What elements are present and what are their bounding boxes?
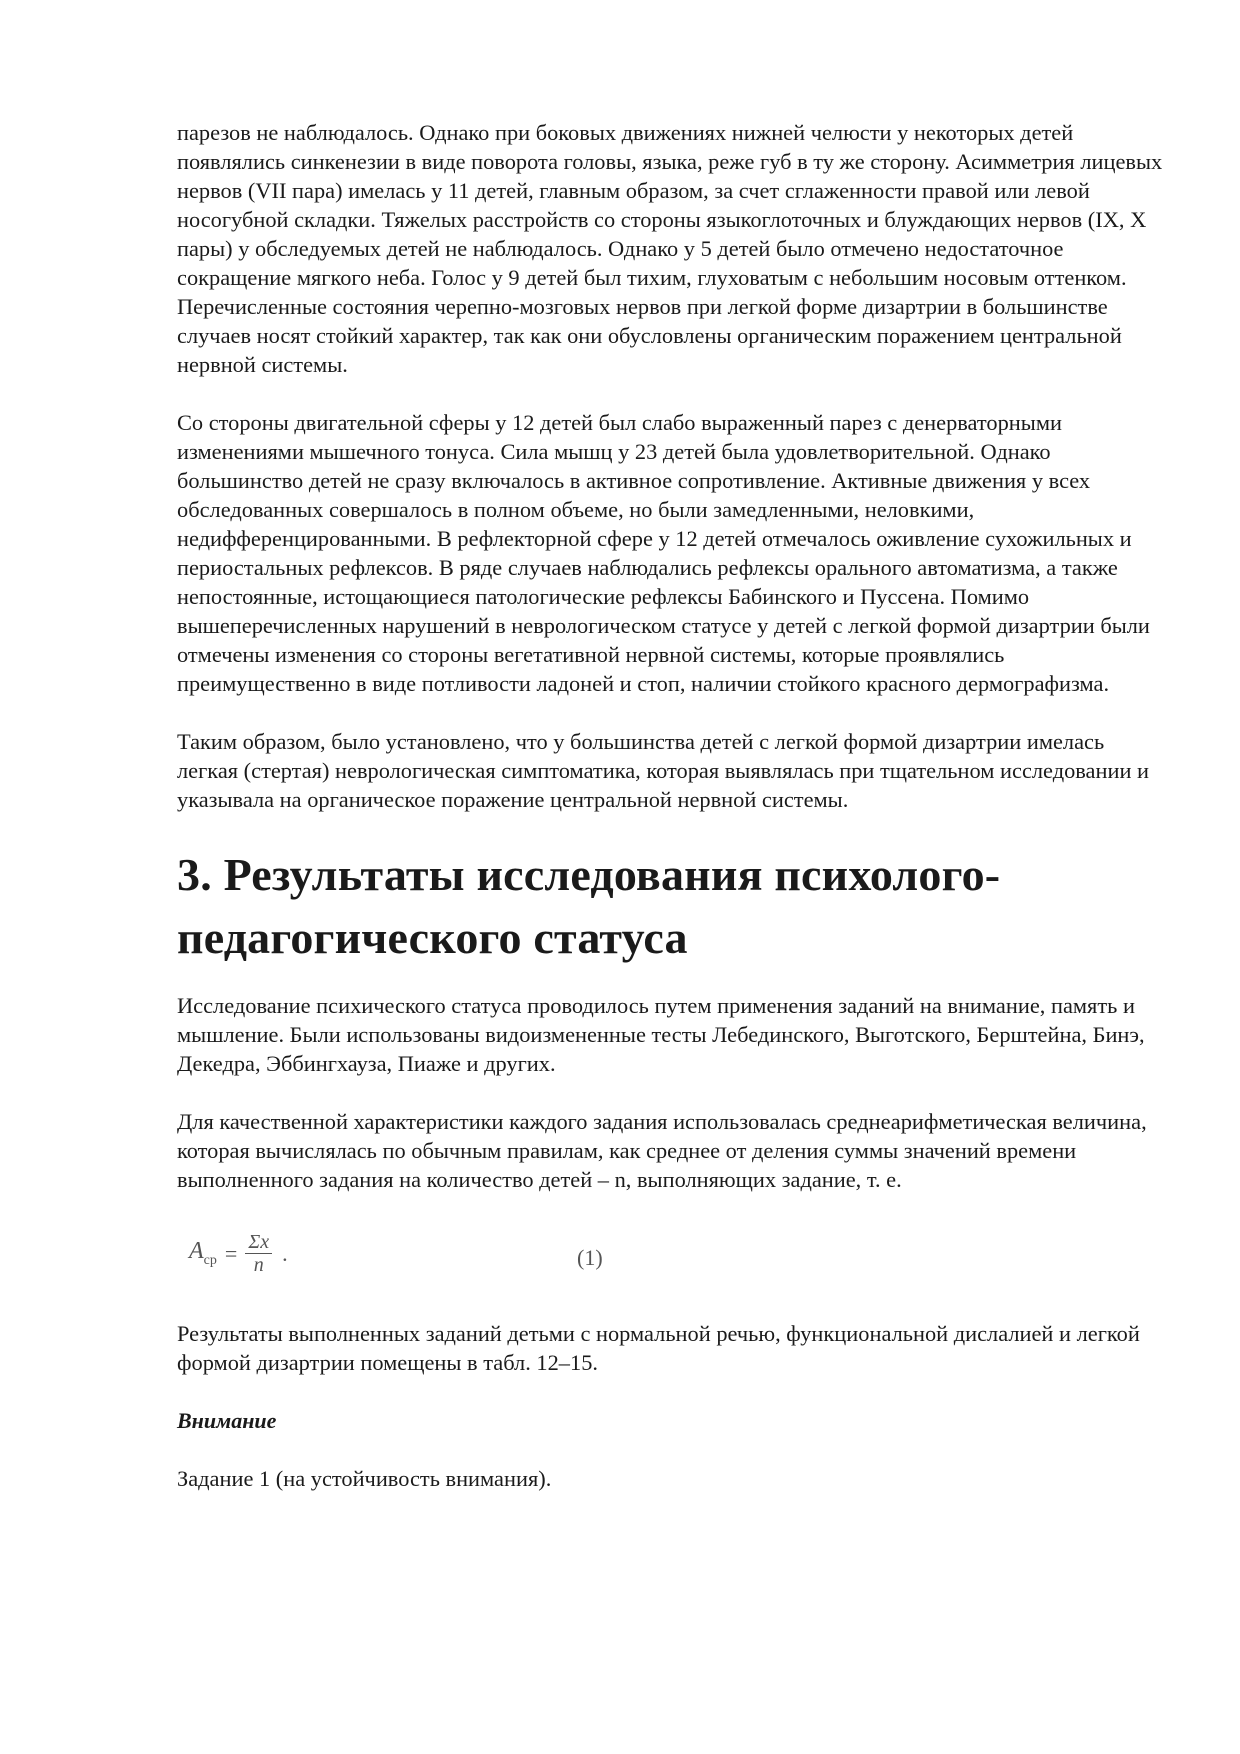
formula-denominator: n — [253, 1254, 264, 1276]
formula-number: (1) — [577, 1245, 603, 1270]
paragraph-motor-sphere: Со стороны двигательной сферы у 12 детей был слабо выраженный парез с денерваторными изменениями мышечного тонуса. Сила мышц у 23 детей была удовлетворительной. Однако большинство детей не сразу включалось в активное сопротивление. Активные движения у всех обследованных совершалось в полном объеме, но были замедленными, неловкими, недифференцированными. В рефлекторной сфере у 12 детей отмечалось оживление сухожильных и периостальных рефлексов. В ряде случаев наблюдались рефлексы орального автоматизма, а также непостоянные, истощающиеся патологические рефлексы Бабинского и Пуссена. Помимо вышеперечисленных нарушений в неврологическом статусе у детей с легкой формой дизартрии были отмечены изменения со стороны вегетативной нервной системы, которые проявлялись преимущественно в виде потливости ладоней и стоп, наличии стойкого красного дермографизма. — [177, 410, 1150, 696]
formula-trailing: . — [282, 1240, 288, 1266]
formula-lhs: $A_{ср}$ — [189, 1238, 217, 1268]
document-page — [177, 118, 1167, 1522]
subheading-attention: Внимание — [177, 1408, 277, 1433]
paragraph-results: Результаты выполненных заданий детьми с нормальной речью, функциональной дислалией и легкой формой дизартрии помещены в табл. 12–15. — [177, 1321, 1140, 1375]
paragraph-task-1: Задание 1 (на устойчивость внимания). — [177, 1466, 552, 1491]
formula-fraction — [245, 1231, 272, 1276]
paragraph-psych-status: Исследование психического статуса проводилось путем применения заданий на внимание, память и мышление. Были использованы видоизмененные тесты Лебединского, Выготского, Берштейна, Бинэ, Декедра, Эббингхауза, Пиаже и других. — [177, 993, 1145, 1076]
paragraph-mean-value: Для качественной характеристики каждого задания использовалась среднеарифметическая величина, которая вычислялась по обычным правилам, как среднее от деления суммы значений времени выполненного задания на количество детей – n, выполняющих задание, т. е. — [177, 1109, 1147, 1192]
formula — [189, 1231, 288, 1276]
formula-numerator: Σx — [245, 1231, 272, 1254]
paragraph-cranial-nerves: парезов не наблюдалось. Однако при боковых движениях нижней челюсти у некоторых детей появлялись синкенезии в виде поворота головы, языка, реже губ в ту же сторону. Асимметрия лицевых нервов (VII пара) имелась у 11 детей, главным образом, за счет сглаженности правой или левой носогубной складки. Тяжелых расстройств со стороны языкоглоточных и блуждающих нервов (IX, X пары) у обследуемых детей не наблюдалось. Однако у 5 детей было отмечено недостаточное сокращение мягкого неба. Голос у 9 детей был тихим, глуховатым с небольшим носовым оттенком. Перечисленные состояния черепно-мозговых нервов при легкой форме дизартрии в большинстве случаев носят стойкий характер, так как они обусловлены органическим поражением центральной нервной системы. — [177, 120, 1163, 377]
formula-equals: = — [224, 1240, 238, 1266]
formula-block — [177, 1223, 1167, 1301]
paragraph-conclusion: Таким образом, было установлено, что у большинства детей с легкой формой дизартрии имелась легкая (стертая) неврологическая симптоматика, которая выявлялась при тщательном исследовании и указывала на органическое поражение центральной нервной системы. — [177, 729, 1150, 812]
section-heading: 3. Результаты исследования психолого-педагогического статуса — [177, 849, 1001, 963]
